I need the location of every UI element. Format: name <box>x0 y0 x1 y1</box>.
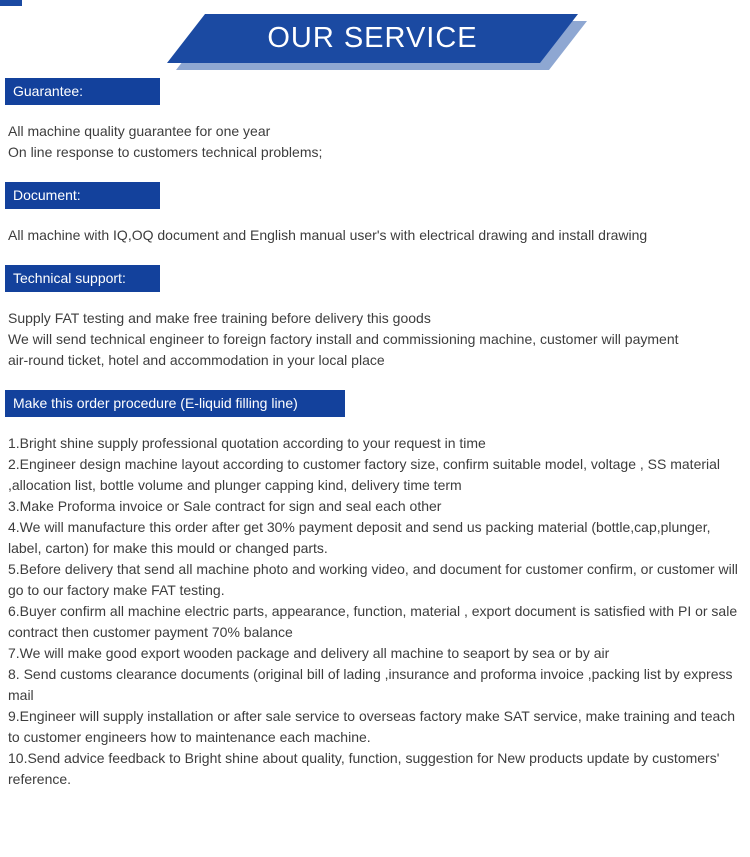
procedure-step-line: 8. Send customs clearance documents (original bill of lading ,insurance and proforma invoice ,packing list by express <box>8 666 733 682</box>
body-text-line: We will send technical engineer to foreign factory install and commissioning machine, customer will payment <box>8 331 679 347</box>
section-heading-order-procedure: Make this order procedure (E-liquid filling line) <box>5 390 345 417</box>
section-document <box>0 182 750 246</box>
page-title: OUR SERVICE <box>267 22 478 54</box>
procedure-step-line: label, carton) for make this mould or changed parts. <box>8 540 328 556</box>
procedure-step-line: 5.Before delivery that send all machine photo and working video, and document for customer confirm, or customer will <box>8 561 738 577</box>
procedure-step-line: 1.Bright shine supply professional quotation according to your request in time <box>8 435 486 451</box>
body-text-line: On line response to customers technical problems; <box>8 144 323 160</box>
section-technical-support <box>0 265 750 371</box>
body-text-line: Supply FAT testing and make free training before delivery this goods <box>8 310 431 326</box>
procedure-step-line: contract then customer payment 70% balance <box>8 624 293 640</box>
body-text-line: All machine with IQ,OQ document and English manual user's with electrical drawing and install drawing <box>8 227 648 243</box>
section-heading-guarantee: Guarantee: <box>5 78 160 105</box>
procedure-step-line: 6.Buyer confirm all machine electric parts, appearance, function, material , export document is satisfied with PI or sale <box>8 603 738 619</box>
section-body-document <box>8 225 750 246</box>
section-heading-technical-support: Technical support: <box>5 265 160 292</box>
body-text-line: air-round ticket, hotel and accommodation in your local place <box>8 352 385 368</box>
procedure-step-line: 9.Engineer will supply installation or after sale service to overseas factory make SAT service, make training and teach <box>8 708 736 724</box>
procedure-step-line: ,allocation list, bottle volume and plunger capping kind, delivery time term <box>8 477 462 493</box>
body-text-line: All machine quality guarantee for one year <box>8 123 271 139</box>
section-body-order-procedure <box>8 433 750 790</box>
section-body-guarantee <box>8 121 750 163</box>
procedure-step-line: 7.We will make good export wooden package and delivery all machine to seaport by sea or by air <box>8 645 610 661</box>
service-banner <box>0 0 750 78</box>
procedure-step-line: 10.Send advice feedback to Bright shine about quality, function, suggestion for New products update by customers' <box>8 750 720 766</box>
procedure-step-line: mail <box>8 687 34 703</box>
procedure-step-line: 4.We will manufacture this order after get 30% payment deposit and send us packing material (bottle,cap,plunger, <box>8 519 711 535</box>
section-guarantee <box>0 78 750 163</box>
section-body-technical-support <box>8 308 750 371</box>
procedure-step-line: reference. <box>8 771 72 787</box>
section-order-procedure <box>0 390 750 790</box>
procedure-step-line: go to our factory make FAT testing. <box>8 582 225 598</box>
procedure-step-line: 3.Make Proforma invoice or Sale contract for sign and seal each other <box>8 498 442 514</box>
section-heading-document: Document: <box>5 182 160 209</box>
procedure-step-line: 2.Engineer design machine layout according to customer factory size, confirm suitable model, voltage , SS material <box>8 456 721 472</box>
procedure-step-line: to customer engineers how to maintenance each machine. <box>8 729 371 745</box>
